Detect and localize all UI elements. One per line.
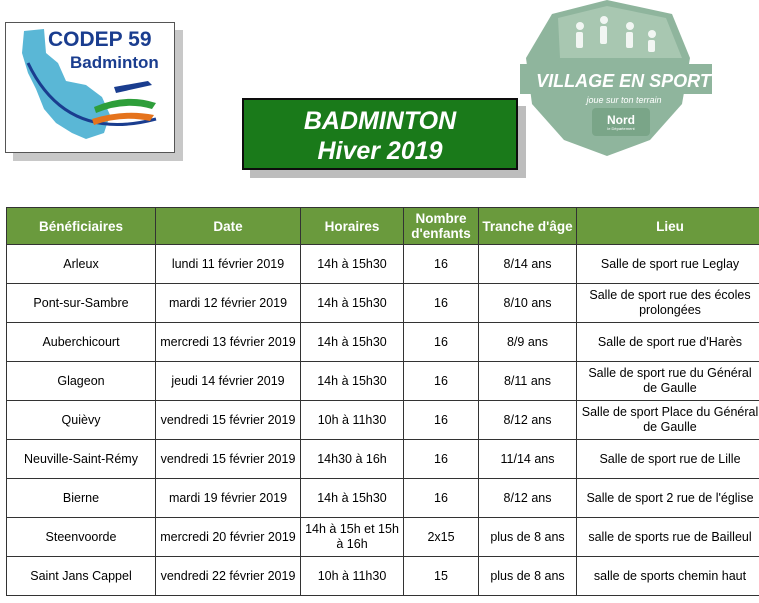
cell-enfants: 16 xyxy=(404,245,479,284)
table-row xyxy=(7,518,759,557)
cell-date: vendredi 15 février 2019 xyxy=(156,440,301,479)
cell-tranche: 8/14 ans xyxy=(479,245,577,284)
cell-tranche: 8/9 ans xyxy=(479,323,577,362)
cell-enfants: 15 xyxy=(404,557,479,596)
codep-logo xyxy=(5,22,175,153)
page-title xyxy=(242,98,518,170)
cell-tranche: plus de 8 ans xyxy=(479,518,577,557)
cell-horaires: 14h à 15h30 xyxy=(301,245,404,284)
table-row xyxy=(7,440,759,479)
table-row xyxy=(7,557,759,596)
cell-beneficiaire: Pont-sur-Sambre xyxy=(7,284,156,323)
cell-horaires: 14h à 15h et 15h à 16h xyxy=(301,518,404,557)
badge-region-sub: le Département xyxy=(607,126,635,131)
header-nombre-enfants: Nombre d'enfants xyxy=(404,208,479,245)
table-row xyxy=(7,245,759,284)
cell-horaires: 14h à 15h30 xyxy=(301,362,404,401)
cell-tranche: 8/10 ans xyxy=(479,284,577,323)
cell-beneficiaire: Bierne xyxy=(7,479,156,518)
cell-date: jeudi 14 février 2019 xyxy=(156,362,301,401)
cell-date: vendredi 15 février 2019 xyxy=(156,401,301,440)
table-header-row xyxy=(7,208,759,245)
cell-date: lundi 11 février 2019 xyxy=(156,245,301,284)
cell-tranche: 11/14 ans xyxy=(479,440,577,479)
table-row xyxy=(7,401,759,440)
cell-tranche: 8/12 ans xyxy=(479,401,577,440)
cell-horaires: 10h à 11h30 xyxy=(301,557,404,596)
header-horaires: Horaires xyxy=(301,208,404,245)
cell-beneficiaire: Quièvy xyxy=(7,401,156,440)
table-row xyxy=(7,284,759,323)
codep-subtitle: Badminton xyxy=(70,53,159,72)
header-tranche-age: Tranche d'âge xyxy=(479,208,577,245)
cell-enfants: 2x15 xyxy=(404,518,479,557)
badge-main-text: VILLAGE EN SPORT xyxy=(536,71,711,91)
cell-beneficiaire: Auberchicourt xyxy=(7,323,156,362)
table-row xyxy=(7,323,759,362)
cell-beneficiaire: Glageon xyxy=(7,362,156,401)
cell-beneficiaire: Arleux xyxy=(7,245,156,284)
cell-lieu: Salle de sport rue d'Harès xyxy=(577,323,759,362)
cell-tranche: plus de 8 ans xyxy=(479,557,577,596)
cell-enfants: 16 xyxy=(404,362,479,401)
cell-horaires: 10h à 11h30 xyxy=(301,401,404,440)
schedule-table xyxy=(6,207,759,596)
badge-tagline: joue sur ton terrain xyxy=(586,95,662,105)
header-lieu: Lieu xyxy=(577,208,759,245)
title-line-2: Hiver 2019 xyxy=(317,137,443,165)
cell-lieu: Salle de sport rue du Général de Gaulle xyxy=(577,362,759,401)
header-date: Date xyxy=(156,208,301,245)
cell-lieu: Salle de sport rue Leglay xyxy=(577,245,759,284)
cell-horaires: 14h à 15h30 xyxy=(301,323,404,362)
cell-enfants: 16 xyxy=(404,479,479,518)
cell-lieu: Salle de sport rue des écoles prolongées xyxy=(577,284,759,323)
table-row xyxy=(7,479,759,518)
cell-enfants: 16 xyxy=(404,284,479,323)
cell-beneficiaire: Neuville-Saint-Rémy xyxy=(7,440,156,479)
cell-lieu: salle de sports rue de Bailleul xyxy=(577,518,759,557)
cell-date: mardi 19 février 2019 xyxy=(156,479,301,518)
cell-enfants: 16 xyxy=(404,323,479,362)
cell-horaires: 14h à 15h30 xyxy=(301,284,404,323)
cell-enfants: 16 xyxy=(404,401,479,440)
codep-title: CODEP 59 xyxy=(48,28,152,51)
cell-beneficiaire: Steenvoorde xyxy=(7,518,156,557)
cell-tranche: 8/11 ans xyxy=(479,362,577,401)
cell-enfants: 16 xyxy=(404,440,479,479)
cell-lieu: Salle de sport rue de Lille xyxy=(577,440,759,479)
header-beneficiaires: Bénéficiaires xyxy=(7,208,156,245)
cell-lieu: Salle de sport Place du Général de Gaulle xyxy=(577,401,759,440)
cell-tranche: 8/12 ans xyxy=(479,479,577,518)
table-row xyxy=(7,362,759,401)
title-line-1: BADMINTON xyxy=(303,107,457,135)
cell-lieu: Salle de sport 2 rue de l'église xyxy=(577,479,759,518)
cell-date: mardi 12 février 2019 xyxy=(156,284,301,323)
cell-horaires: 14h à 15h30 xyxy=(301,479,404,518)
cell-date: mercredi 20 février 2019 xyxy=(156,518,301,557)
cell-date: vendredi 22 février 2019 xyxy=(156,557,301,596)
cell-beneficiaire: Saint Jans Cappel xyxy=(7,557,156,596)
cell-date: mercredi 13 février 2019 xyxy=(156,323,301,362)
cell-lieu: salle de sports chemin haut xyxy=(577,557,759,596)
badge-region: Nord xyxy=(607,113,635,127)
cell-horaires: 14h30 à 16h xyxy=(301,440,404,479)
